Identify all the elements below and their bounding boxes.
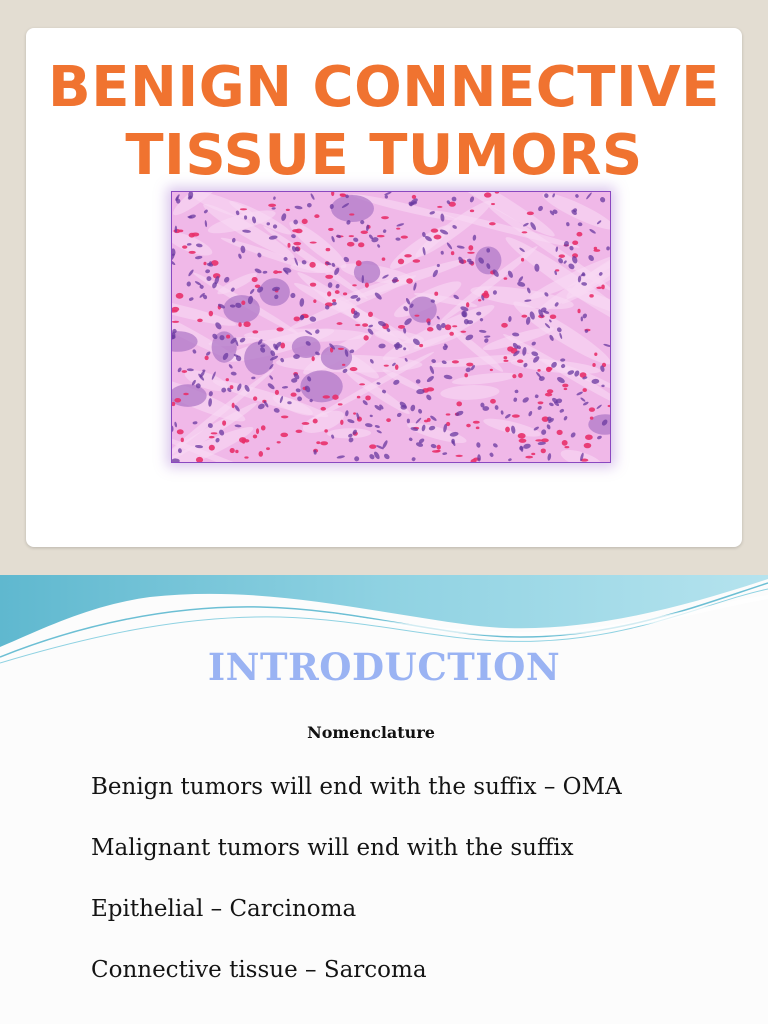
title-line-2: TISSUE TUMORS — [125, 123, 643, 188]
histology-image — [171, 191, 611, 463]
bullet-list — [91, 772, 651, 1016]
title-line-1: BENIGN CONNECTIVE — [48, 55, 720, 120]
title-slide — [26, 28, 742, 547]
list-item: Connective tissue – Sarcoma — [91, 957, 427, 983]
slide-title — [26, 54, 742, 190]
list-item: Benign tumors will end with the suffix – OMA — [91, 774, 622, 800]
introduction-slide — [0, 575, 768, 1024]
list-item: Malignant tumors will end with the suffix — [91, 835, 574, 861]
section-heading: INTRODUCTION — [207, 645, 561, 689]
histology-micrograph — [172, 192, 610, 462]
subheading: Nomenclature — [307, 723, 435, 742]
list-item: Epithelial – Carcinoma — [91, 896, 357, 922]
